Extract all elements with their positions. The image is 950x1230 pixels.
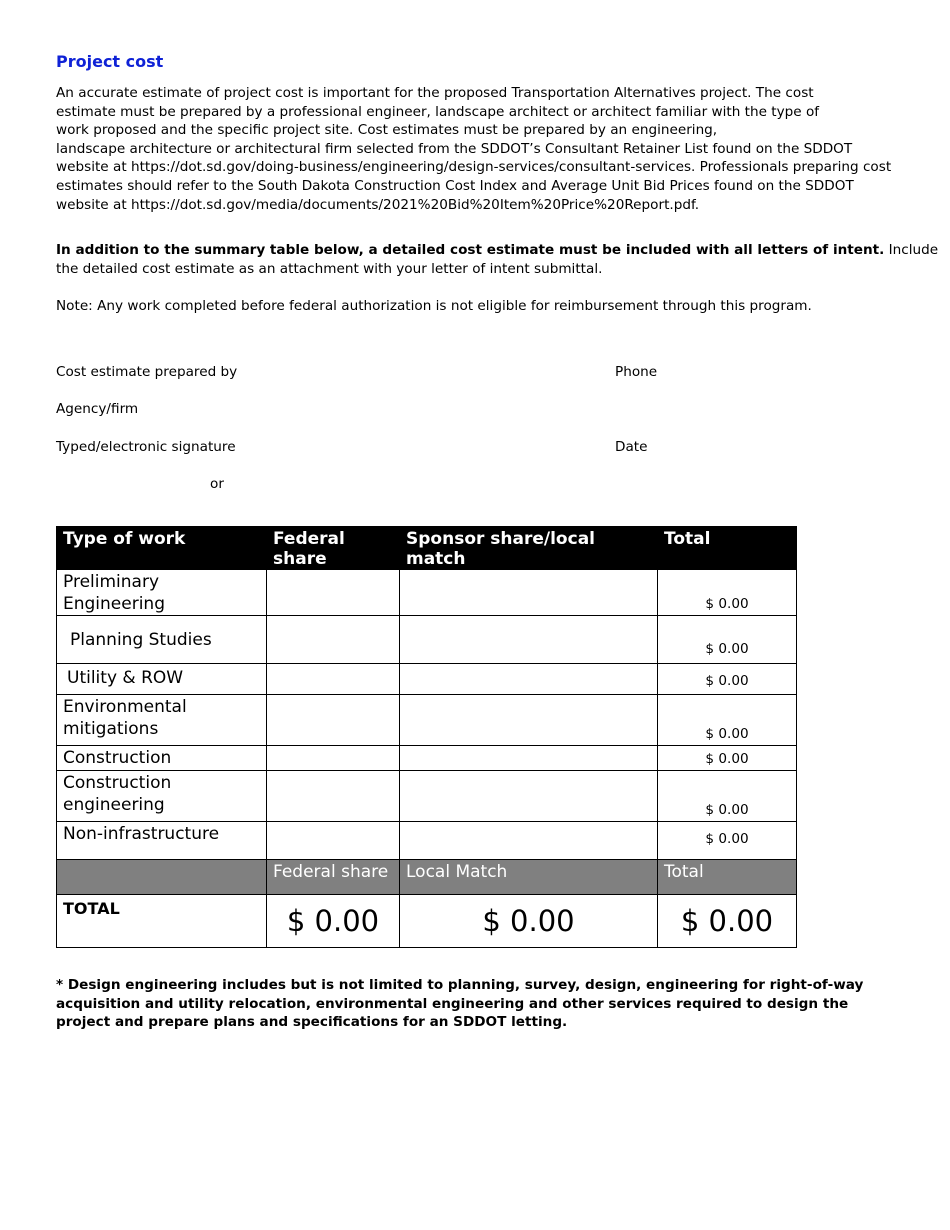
table-row: [57, 746, 797, 771]
intro-line: An accurate estimate of project cost is important for the proposed Transportation Alternatives project. The cost: [56, 85, 814, 101]
detail-estimate-paragraph: [56, 241, 939, 278]
type-non-infrastructure: Non-infrastructure: [57, 822, 267, 860]
total-local-match: $ 0.00: [400, 895, 658, 948]
subheader-federal-share: Federal share: [267, 860, 400, 895]
table-row: [57, 822, 797, 860]
detail-bold-text: In addition to the summary table below, a detailed cost estimate must be included with all letters of intent.: [56, 242, 885, 258]
local-match-input[interactable]: [400, 746, 658, 771]
subheader-blank: [57, 860, 267, 895]
header-type-of-work: Type of work: [57, 527, 267, 570]
intro-line: work proposed and the specific project site. Cost estimates must be prepared by an engineering,: [56, 122, 718, 139]
header-sponsor-share: Sponsor share/local match: [400, 527, 658, 570]
footnote-line: * Design engineering includes but is not limited to planning, survey, design, engineering for right-of-way: [56, 977, 864, 993]
row-total: $ 0.00: [658, 771, 797, 822]
local-match-input[interactable]: [400, 664, 658, 695]
federal-share-input[interactable]: [267, 771, 400, 822]
federal-share-input[interactable]: [267, 664, 400, 695]
federal-share-input[interactable]: [267, 570, 400, 616]
prepared-by-label: Cost estimate prepared by: [56, 364, 238, 380]
type-utility-row: Utility & ROW: [57, 664, 267, 695]
local-match-input[interactable]: [400, 822, 658, 860]
type-construction-engineering: Construction engineering: [57, 771, 267, 822]
design-engineering-footnote: [56, 976, 864, 1032]
date-label: Date: [615, 439, 648, 455]
local-match-input[interactable]: [400, 695, 658, 746]
detail-text: Include: [884, 242, 939, 258]
table-row: [57, 616, 797, 664]
row-total: $ 0.00: [658, 616, 797, 664]
table-row: [57, 664, 797, 695]
row-total: $ 0.00: [658, 570, 797, 616]
table-row: [57, 771, 797, 822]
row-total: $ 0.00: [658, 746, 797, 771]
total-label: TOTAL: [57, 895, 267, 948]
intro-line: landscape architecture or architectural firm selected from the SDDOT’s Consultant Retainer List found on the SDDOT: [56, 140, 853, 157]
federal-share-input[interactable]: [267, 746, 400, 771]
totals-row: [57, 895, 797, 948]
totals-subheader-row: [57, 860, 797, 895]
intro-paragraph: [56, 84, 906, 214]
type-environmental-mitigations: Environmental mitigations: [57, 695, 267, 746]
note-text: Note: Any work completed before federal authorization is not eligible for reimbursement through this program.: [56, 298, 812, 314]
phone-label: Phone: [615, 364, 658, 380]
federal-share-input[interactable]: [267, 695, 400, 746]
cost-summary-table: [56, 526, 797, 948]
row-total: $ 0.00: [658, 664, 797, 695]
detail-text-line2: the detailed cost estimate as an attachment with your letter of intent submittal.: [56, 260, 603, 277]
table-row: [57, 570, 797, 616]
row-total: $ 0.00: [658, 695, 797, 746]
local-match-input[interactable]: [400, 616, 658, 664]
table-header-row: [57, 527, 797, 570]
header-federal-share: Federal share: [267, 527, 400, 570]
subheader-local-match: Local Match: [400, 860, 658, 895]
local-match-input[interactable]: [400, 771, 658, 822]
type-preliminary-engineering: Preliminary Engineering: [57, 570, 267, 616]
header-total: Total: [658, 527, 797, 570]
intro-line: website at https://dot.sd.gov/doing-business/engineering/design-services/consultant-services. Professionals preparing cost: [56, 159, 892, 176]
intro-line: website at https://dot.sd.gov/media/documents/2021%20Bid%20Item%20Price%20Report.pdf.: [56, 196, 700, 213]
local-match-input[interactable]: [400, 570, 658, 616]
type-construction: Construction: [57, 746, 267, 771]
row-total: $ 0.00: [658, 822, 797, 860]
type-planning-studies: Planning Studies: [57, 616, 267, 664]
footnote-line: acquisition and utility relocation, environmental engineering and other services required to design the: [56, 995, 849, 1012]
federal-share-input[interactable]: [267, 616, 400, 664]
intro-line: estimate must be prepared by a professional engineer, landscape architect or architect familiar with the type of: [56, 103, 820, 120]
table-row: [57, 695, 797, 746]
intro-line: estimates should refer to the South Dakota Construction Cost Index and Average Unit Bid Prices found on the SDDOT: [56, 177, 854, 194]
grand-total: $ 0.00: [658, 895, 797, 948]
page-title: Project cost: [56, 52, 164, 71]
subheader-total: Total: [658, 860, 797, 895]
or-label: or: [210, 476, 224, 492]
footnote-line: project and prepare plans and specifications for an SDDOT letting.: [56, 1014, 568, 1031]
agency-label: Agency/firm: [56, 401, 139, 417]
total-federal-share: $ 0.00: [267, 895, 400, 948]
federal-share-input[interactable]: [267, 822, 400, 860]
signature-label: Typed/electronic signature: [56, 439, 236, 455]
